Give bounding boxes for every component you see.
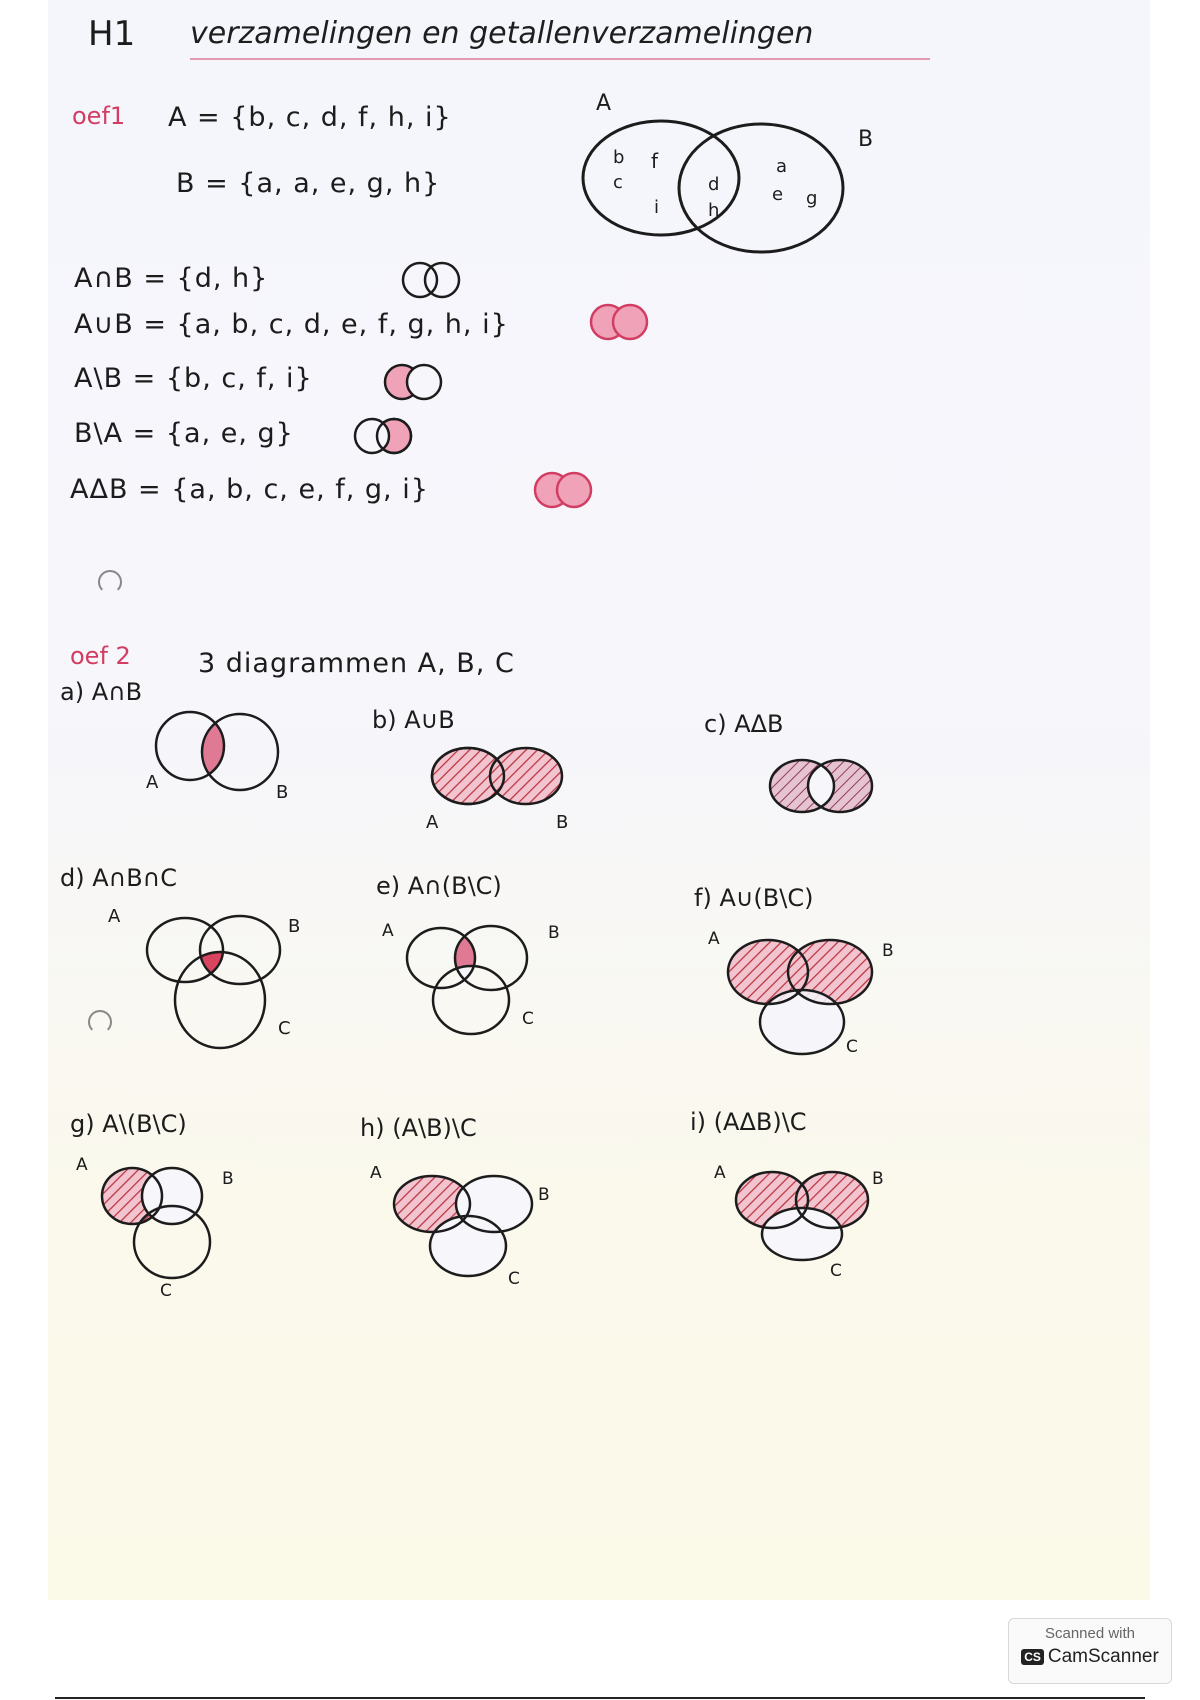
exercise-1-label: oef1 (72, 102, 126, 130)
title-underline (190, 58, 930, 60)
venn-label-a: A (596, 91, 612, 116)
svg-text:B: B (548, 923, 560, 943)
chapter-number: H1 (88, 14, 136, 54)
scanner-line1: Scanned with (1044, 1625, 1136, 1642)
svg-text:C: C (160, 1281, 172, 1296)
venn-d-triple-intersection (100, 900, 330, 1060)
item-b-label: b) A∪B (372, 706, 455, 734)
venn-elem-b: b (613, 147, 625, 168)
svg-text:A: A (382, 921, 394, 941)
venn-elem-g: g (806, 188, 818, 209)
svg-text:A: A (370, 1166, 382, 1183)
venn-i-sym-diff-minus-c (710, 1164, 910, 1284)
op-symmetric-difference: AΔB = {a, b, c, e, f, g, i} (70, 474, 429, 505)
oef1-venn-diagram (576, 88, 876, 268)
bottom-divider (55, 1697, 1145, 1699)
set-b-definition: B = {a, a, e, g, h} (176, 168, 441, 199)
venn-h-a-minus-b-minus-c (366, 1166, 566, 1296)
venn-f-a-union-b-minus-c (706, 926, 906, 1056)
mini-venn-b-minus-a (342, 414, 432, 458)
item-a-label: a) A∩B (60, 678, 143, 706)
svg-text:A: A (426, 812, 439, 833)
mini-venn-a-minus-b (372, 360, 462, 404)
op-union: A∪B = {a, b, c, d, e, f, g, h, i} (74, 309, 509, 340)
camscanner-watermark (1008, 1618, 1172, 1684)
svg-text:A: A (714, 1164, 726, 1183)
camscanner-logo-icon: CS (1021, 1649, 1044, 1665)
venn-label-b: B (858, 127, 874, 152)
item-d-label: d) A∩B∩C (60, 864, 177, 892)
item-e-label: e) A∩(B\C) (376, 872, 502, 900)
venn-elem-i: i (654, 197, 660, 218)
mini-venn-symmetric-difference (522, 468, 612, 512)
svg-text:B: B (276, 782, 289, 803)
mini-venn-intersection (392, 258, 476, 302)
svg-text:A: A (708, 929, 720, 949)
svg-text:A: A (146, 772, 159, 793)
svg-text:B: B (882, 941, 894, 961)
venn-elem-a: a (776, 156, 788, 177)
svg-text:C: C (508, 1269, 520, 1289)
item-h-label: h) (A\B)\C (360, 1114, 477, 1142)
venn-elem-d: d (708, 174, 720, 195)
venn-b-union (420, 742, 580, 838)
op-a-minus-b: A\B = {b, c, f, i} (74, 363, 313, 394)
svg-text:C: C (278, 1018, 291, 1039)
svg-text:B: B (222, 1169, 234, 1189)
svg-text:A: A (108, 906, 121, 927)
svg-text:C: C (522, 1009, 534, 1029)
item-g-label: g) A\(B\C) (70, 1110, 187, 1138)
venn-elem-e: e (772, 184, 784, 205)
svg-text:C: C (830, 1261, 842, 1281)
svg-text:C: C (846, 1037, 858, 1056)
punch-hole-icon (98, 570, 122, 594)
set-b-circle (679, 124, 843, 252)
venn-g-a-minus-b-minus-c (72, 1156, 252, 1296)
venn-e-a-and-b-minus-c (376, 918, 576, 1048)
scanner-line2: CamScanner (1047, 1646, 1159, 1667)
item-c-label: c) AΔB (704, 710, 784, 738)
item-f-label: f) A∪(B\C) (694, 884, 814, 912)
exercise-2-label: oef 2 (70, 642, 131, 670)
venn-elem-h: h (708, 200, 720, 221)
svg-text:B: B (556, 812, 569, 833)
svg-text:A: A (76, 1156, 88, 1175)
svg-text:B: B (538, 1185, 550, 1205)
exercise-2-intro: 3 diagrammen A, B, C (198, 648, 515, 679)
venn-elem-f: f (651, 149, 659, 173)
mini-venn-union (578, 300, 668, 344)
venn-elem-c: c (613, 172, 623, 193)
svg-text:B: B (872, 1169, 884, 1189)
op-b-minus-a: B\A = {a, e, g} (74, 418, 294, 449)
op-intersection: A∩B = {d, h} (74, 263, 269, 294)
venn-c-symmetric-difference (760, 754, 890, 824)
svg-text:B: B (288, 916, 301, 937)
punch-hole-icon (88, 1010, 112, 1034)
chapter-title: verzamelingen en getallenverzamelingen (190, 16, 814, 51)
venn-a-intersection (140, 710, 300, 810)
set-a-definition: A = {b, c, d, f, h, i} (168, 102, 452, 133)
item-i-label: i) (AΔB)\C (690, 1108, 807, 1136)
